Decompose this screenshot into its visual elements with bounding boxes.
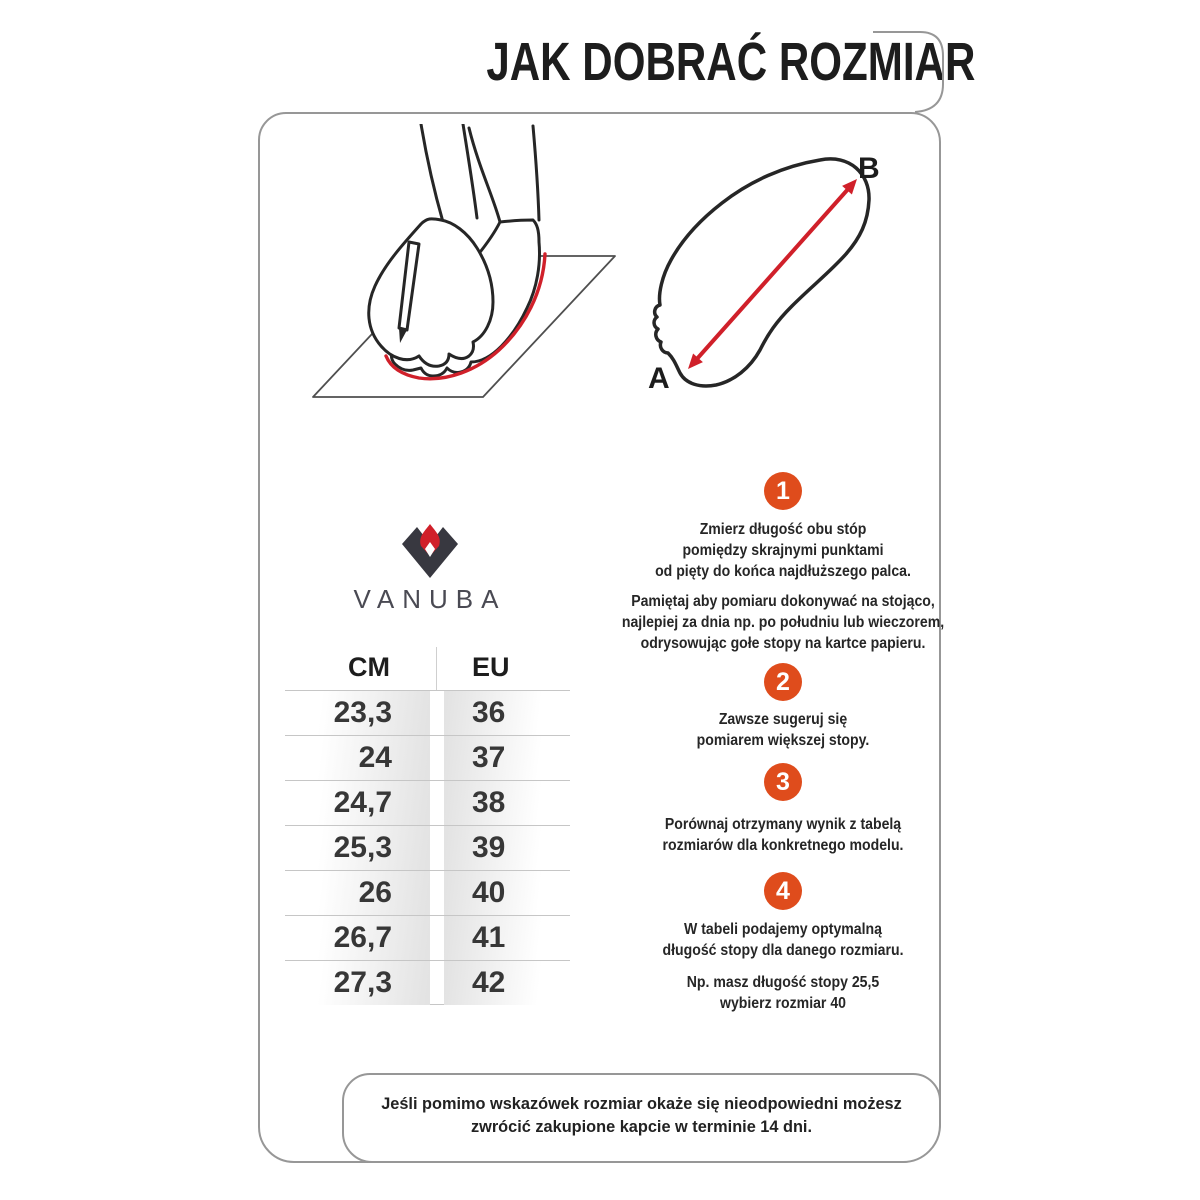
step-3-badge: 3 [764,763,802,801]
cm-cell: 24,7 [285,781,430,825]
step-line: wybierz rozmiar 40 [719,995,846,1012]
step-line: Zawsze sugeruj się [718,711,848,728]
step-4-text [607,919,959,961]
step-4-example [607,972,959,1014]
step-line: Pamiętaj aby pomiaru dokonywać na stojąco, [631,593,935,610]
step-2-badge: 2 [764,663,802,701]
step-line: pomiarem większej stopy. [696,732,870,749]
title-bracket-path [873,32,943,112]
cm-cell: 23,3 [285,691,430,735]
return-note-line-1: Jeśli pomimo wskazówek rozmiar okaże się nieodpowiedni możesz [381,1094,902,1113]
header-divider [436,647,437,690]
step-line: pomiędzy skrajnymi punktami [682,542,884,559]
step-1-badge: 1 [764,472,802,510]
step-1-note [607,591,959,654]
step-1-text [607,519,959,582]
foot-measure-diagram [638,138,938,428]
table-row [285,735,570,780]
point-b-label: B [858,152,880,185]
arm-line-right [463,124,477,218]
foot-outline [654,159,869,386]
eu-cell: 39 [444,826,570,870]
step-line: Np. masz długość stopy 25,5 [686,974,880,991]
return-note-line-2: zwrócić zakupione kapcie w terminie 14 dni. [470,1117,813,1136]
step-4-badge: 4 [764,872,802,910]
eu-cell: 40 [444,871,570,915]
page-title: JAK DOBRAĆ ROZMIAR [486,32,976,92]
step-line: od pięty do końca najdłuższego palca. [655,563,911,580]
cm-cell: 25,3 [285,826,430,870]
step-line: najlepiej za dnia np. po południu lub wieczorem, [621,614,945,631]
eu-cell: 42 [444,961,570,1005]
table-row [285,690,570,735]
step-line: Porównaj otrzymany wynik z tabelą [664,816,902,833]
leg-line-front [469,128,500,222]
table-row [285,825,570,870]
vanuba-logo-icon [399,522,461,580]
vanuba-wordmark: VANUBA [353,584,507,614]
foot-tracing-illustration [293,124,645,410]
hand-shape [369,219,493,366]
eu-cell: 36 [444,691,570,735]
eu-cell: 38 [444,781,570,825]
step-3-text [607,814,959,856]
cm-cell: 27,3 [285,961,430,1005]
table-row [285,870,570,915]
step-line: długość stopy dla danego rozmiaru. [662,942,904,959]
cm-cell: 26 [285,871,430,915]
table-row [285,960,570,1005]
title-bracket-line [845,30,950,116]
size-table [285,645,570,1005]
step-line: odrysowując gołe stopy na kartce papieru. [640,635,926,652]
arm-line-left [421,124,443,222]
eu-cell: 41 [444,916,570,960]
size-table-header [285,645,570,690]
leg-line-back [533,126,539,220]
table-row [285,915,570,960]
step-line: Zmierz długość obu stóp [699,521,867,538]
column-header-eu: EU [472,652,510,682]
step-line: W tabeli podajemy optymalną [684,921,882,938]
step-line: rozmiarów dla konkretnego modelu. [662,837,904,854]
cm-cell: 26,7 [285,916,430,960]
cm-cell: 24 [285,736,430,780]
column-header-cm: CM [348,652,390,682]
table-row [285,780,570,825]
step-2-text [607,709,959,751]
eu-cell: 37 [444,736,570,780]
point-a-label: A [648,362,670,395]
